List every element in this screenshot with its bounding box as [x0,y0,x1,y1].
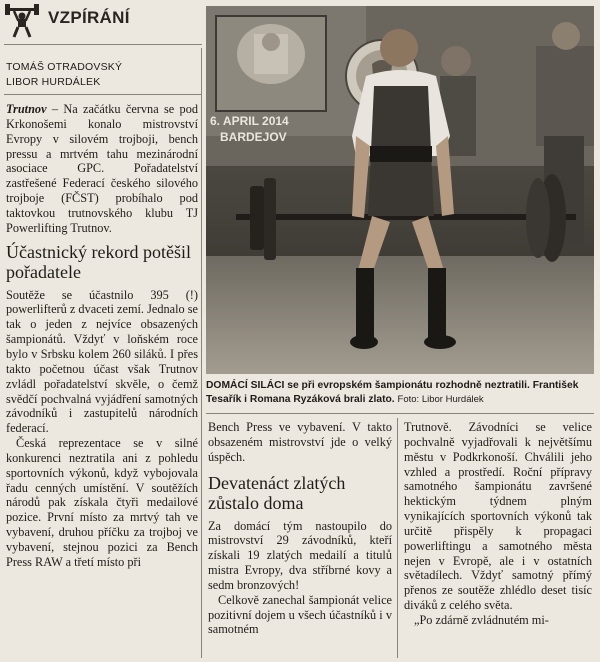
article-photo [206,6,594,374]
banner-city: BARDEJOV [220,130,287,144]
photo-credit: Foto: Libor Hurdálek [397,394,484,405]
section-title: VZPÍRÁNÍ [48,8,130,27]
column-divider [201,48,202,658]
body-paragraph: Trutnově. Závodníci se velice pochvalně vyjadřovali k největšímu městu v Podkrkonoší. Chválili jeho vzhled a prostředí. Roční přípravy samotného šampionátu završené hektickým týdnem plným vynikajících sportovních výkonů tak určitě přispěly k propagaci powerliftingu a samotného města nejen v Evropě, ale i v ostatních světadílech. Vždyť samotný přímý přenos ze soutěže zhlédlo deset tisíc diváků z celého světa. [404,420,592,613]
author-name: TOMÁŠ OTRADOVSKÝ [6,61,123,73]
body-paragraph: „Po zdárně zvládnutém mi- [414,612,549,627]
dateline: Trutnov [6,102,47,116]
deadlift-photo [206,6,594,374]
article-column-1 [6,102,198,570]
author-name: LIBOR HURDÁLEK [6,76,101,88]
body-paragraph: Bench Press ve vybavení. V takto obsazeném mistrovství jde o velký úspěch. [208,420,392,464]
body-paragraph: Česká reprezentace se v silné konkurenci neztratila ani z pohledu sportovních výkonů, když vybojovala řadu cenných umístění. V soutěžích národů pak získala čtyři medailové pozice. První místo za mrtvý tah ve vybavení, druhou příčku za trojboj ve vybavení, stejnou pozici za Bench Press RAW a třetí místo při [6,436,198,569]
body-paragraph: Za domácí tým nastoupilo do mistrovství 29 závodníků, kteří získali 19 zlatých medailí a titulů mistra Evropy, dva stříbrné kovy a sedm bronzových! [208,518,392,592]
photo-caption [206,379,594,407]
subheadline: Účastnický rekord potěšil pořadatele [6,241,191,282]
body-paragraph: Celkově zanechal šampionát velice pozitivní dojem u všech účastníků i v samotném [208,592,392,637]
weightlifter-icon [4,4,40,38]
caption-text: DOMÁCÍ SILÁCI se při evropském šampionátu rozhodně neztratili. František Tesařík i Romana Ryzáková brali zlato. [206,380,579,405]
body-paragraph: Soutěže se účastnilo 395 (!) powerlifterů z dvaceti zemí. Jednalo se tak o jeden z nejvíce obsazených šampionátů. Vždyť v loňském roce bylo v Srbsku kolem 260 siláků. I přes takto početnou účast však Trutnov zvládl pořadatelství skvěle, o čemž svědčí pochvalná vyjádření samotných závodníků i zastupitelů národních federací. [6,287,198,436]
article-column-3 [404,420,592,628]
banner-date: 6. APRIL 2014 [210,114,289,128]
lead-paragraph: Trutnov – Na začátku června se pod Krkonošemi konalo mistrovství Evropy v silovém trojboji, bench pressu a mrtvém tahu mezinárodní asociace GPC. Pořadatelství zastřešené Federací českého silového trojboje (FČST) probíhalo pod taktovkou trutnovského klubu TJ Powerlifting Trutnov. [6,102,198,235]
subheadline: Devatenáct zlatých zůstalo doma [208,472,346,513]
byline-rule [4,94,202,95]
column-divider [397,418,398,658]
header-rule [4,44,202,45]
article-column-2 [208,420,392,637]
caption-rule [206,413,594,414]
byline [6,60,196,90]
